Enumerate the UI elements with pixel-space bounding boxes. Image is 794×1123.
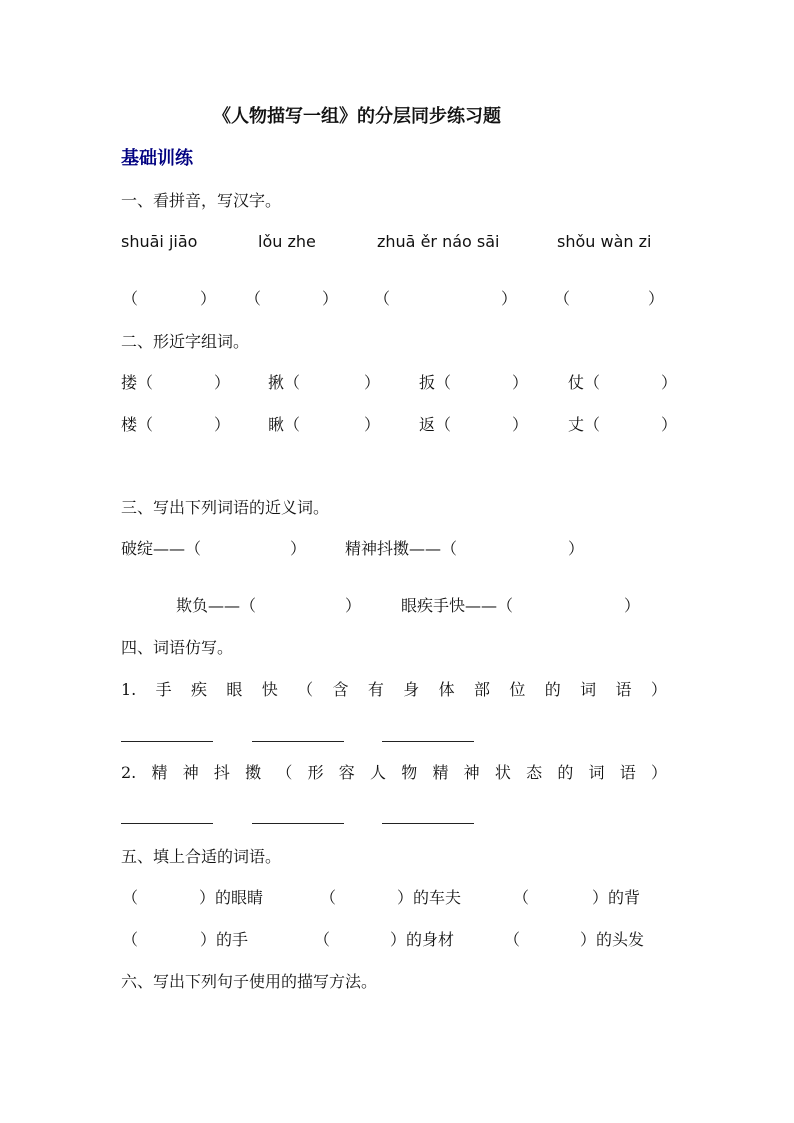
fill-item: ）的身材 (390, 930, 455, 949)
fill-item: ）的手 (200, 930, 249, 949)
fill-open: （ (122, 888, 139, 907)
question-3-heading: 三、写出下列词语的近义词。 (121, 498, 330, 517)
item-char: ） (650, 763, 667, 782)
pinyin-2: lǒu zhe (258, 232, 316, 251)
item-char: 词 (580, 680, 597, 699)
pinyin-3: zhuā ěr náo sāi (377, 232, 500, 251)
char-item: 搂（ (121, 373, 154, 392)
char-item-close: ） (512, 373, 529, 392)
fill-item: ）的头发 (580, 930, 645, 949)
answer-blank (252, 741, 344, 742)
char-item-close: ） (364, 373, 381, 392)
answer-box-close: ） (648, 289, 665, 308)
imitation-item-1 (121, 682, 667, 698)
pinyin-1: shuāi jiāo (121, 232, 198, 251)
answer-box-open: （ (554, 289, 571, 308)
fill-open: （ (513, 888, 530, 907)
synonym-item-close: ） (290, 539, 307, 558)
answer-blank (382, 823, 474, 824)
item-char: 手 (155, 680, 172, 699)
fill-item: ）的车夫 (397, 888, 462, 907)
answer-blank (121, 823, 213, 824)
item-number: 2. (121, 763, 137, 782)
item-char: 人 (370, 763, 387, 782)
char-item: 丈（ (568, 415, 601, 434)
fill-open: （ (122, 930, 139, 949)
question-5-heading: 五、填上合适的词语。 (121, 847, 282, 866)
answer-box-close: ） (322, 289, 339, 308)
question-6-heading: 六、写出下列句子使用的描写方法。 (121, 972, 378, 991)
item-char: 神 (182, 763, 199, 782)
item-char: 词 (588, 763, 605, 782)
answer-box-open: （ (374, 289, 391, 308)
synonym-item-close: ） (624, 596, 641, 615)
item-char: ） (650, 680, 667, 699)
item-char: 身 (403, 680, 420, 699)
char-item-close: ） (661, 415, 678, 434)
page-title: 《人物描写一组》的分层同步练习题 (213, 106, 501, 127)
item-char: 位 (509, 680, 526, 699)
item-char: 含 (332, 680, 349, 699)
pinyin-4: shǒu wàn zi (557, 232, 652, 251)
question-1-heading: 一、看拼音，写汉字。 (121, 191, 282, 210)
char-item-close: ） (661, 373, 678, 392)
imitation-item-2 (121, 765, 667, 781)
item-char: 的 (557, 763, 574, 782)
answer-blank (252, 823, 344, 824)
synonym-item: 精神抖擞——（ (345, 539, 458, 558)
item-char: 眼 (226, 680, 243, 699)
item-char: 擞 (245, 763, 262, 782)
fill-item: ）的眼睛 (199, 888, 264, 907)
item-char: 疾 (191, 680, 208, 699)
answer-box-open: （ (245, 289, 262, 308)
item-char: 容 (338, 763, 355, 782)
answer-box-open: （ (122, 289, 139, 308)
char-item: 返（ (419, 415, 452, 434)
char-item-close: ） (214, 415, 231, 434)
item-char: 语 (619, 763, 636, 782)
item-char: 快 (261, 680, 278, 699)
fill-open: （ (314, 930, 331, 949)
char-item: 扳（ (419, 373, 452, 392)
item-char: 语 (615, 680, 632, 699)
char-item: 揪（ (268, 373, 301, 392)
item-char: 部 (474, 680, 491, 699)
synonym-item: 破绽——（ (121, 539, 202, 558)
synonym-item: 欺负——（ (176, 596, 257, 615)
answer-box-close: ） (501, 289, 518, 308)
item-number: 1. (121, 680, 137, 699)
synonym-item-close: ） (568, 539, 585, 558)
item-char: 抖 (213, 763, 230, 782)
item-char: 状 (494, 763, 511, 782)
char-item: 楼（ (121, 415, 154, 434)
question-4-heading: 四、词语仿写。 (121, 638, 234, 657)
fill-item: ）的背 (592, 888, 641, 907)
item-char: 有 (367, 680, 384, 699)
char-item: 仗（ (568, 373, 601, 392)
item-char: 的 (544, 680, 561, 699)
item-char: 神 (463, 763, 480, 782)
synonym-item: 眼疾手快——（ (401, 596, 514, 615)
item-char: 精 (432, 763, 449, 782)
answer-blank (382, 741, 474, 742)
char-item: 瞅（ (268, 415, 301, 434)
synonym-item-close: ） (345, 596, 362, 615)
item-char: 物 (401, 763, 418, 782)
fill-open: （ (504, 930, 521, 949)
char-item-close: ） (214, 373, 231, 392)
answer-blank (121, 741, 213, 742)
item-char: 体 (438, 680, 455, 699)
item-char: 形 (307, 763, 324, 782)
item-char: （ (297, 680, 314, 699)
item-char: 精 (151, 763, 168, 782)
char-item-close: ） (512, 415, 529, 434)
answer-box-close: ） (200, 289, 217, 308)
char-item-close: ） (364, 415, 381, 434)
item-char: （ (276, 763, 293, 782)
section-heading: 基础训练 (121, 148, 193, 169)
fill-open: （ (320, 888, 337, 907)
item-char: 态 (526, 763, 543, 782)
question-2-heading: 二、形近字组词。 (121, 332, 250, 351)
